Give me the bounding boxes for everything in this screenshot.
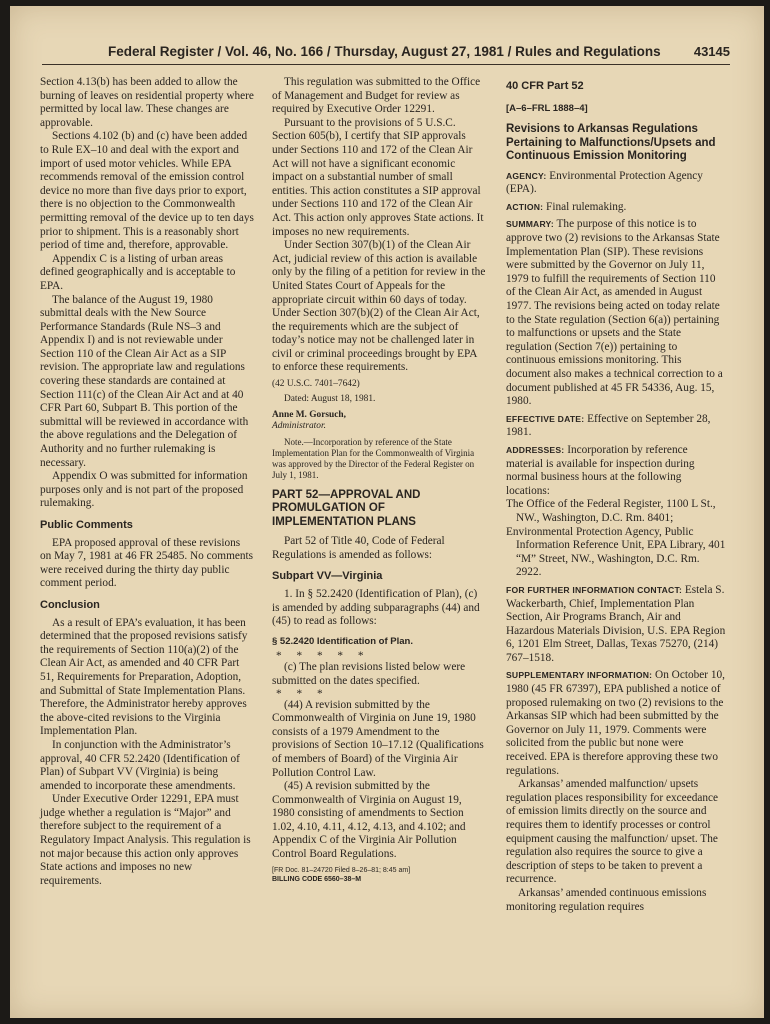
subpart-heading: Subpart VV—Virginia [272, 570, 383, 583]
action-line [506, 201, 726, 215]
paragraph: (c) The plan revisions listed below were submitted on the dates specified. [272, 661, 466, 687]
incorporation-note: Note.—Incorporation by reference of the State Implementation Plan for the Commonwealth of Virginia was approved by the Director of the Federal Register on July 1, 1981. [272, 436, 475, 480]
billing-code: BILLING CODE 6560–38–M [272, 875, 362, 883]
paragraph: Arkansas’ amended malfunction/ upsets regulation places responsibility for exceedance of emission limits directly on the source and requires them to identify processes or control equipment causing the malfunction/ upset. The regulation also requires the source to give a description of steps to be taken to prevent a recurrence. [506, 778, 719, 886]
addresses-label: ADDRESSES: [506, 444, 565, 455]
agency-line [506, 170, 726, 197]
addresses-text: Incorporation by reference material is available for inspection during normal business hours at the following locations: [506, 443, 695, 497]
column-right [506, 76, 726, 914]
supplementary-label: SUPPLEMENTARY INFORMATION: [506, 670, 653, 681]
action-value: Final rulemaking. [546, 200, 627, 213]
paragraph: Pursuant to the provisions of 5 U.S.C. Section 605(b), I certify that SIP approvals under Sections 110 and 172 of the Clean Air Act will not have a significant economic impact on a substantial number of small entities. This action constitutes a SIP approval under Sections 110 and 172 of the Clean Air Act. This action only approves State actions. It imposes no new requirements. [272, 116, 484, 238]
column-middle [272, 76, 486, 884]
paragraph: Appendix O was submitted for information purposes only and is not part of the proposed rulemaking. [40, 470, 248, 510]
section-heading: § 52.2420 Identification of Plan. [272, 635, 413, 647]
paragraph: EPA proposed approval of these revisions on May 7, 1981 at 46 FR 25485. No comments were received during the thirty day public comment period. [40, 536, 254, 590]
paragraph: This regulation was submitted to the Office of Management and Budget for review as required by Executive Order 12291. [272, 76, 481, 116]
summary-label: SUMMARY: [506, 219, 554, 230]
page-header [42, 42, 730, 65]
summary-block [506, 218, 726, 408]
authority-citation: (42 U.S.C. 7401–7642) [272, 379, 360, 390]
fr-doc-line: [FR Doc. 81–24720 Filed 8–26–81; 8:45 am] [272, 866, 411, 874]
effective-date-line [506, 413, 726, 440]
asterisk-separator: * * * * * [276, 650, 370, 663]
paragraph: In conjunction with the Administrator’s approval, 40 CFR 52.2420 (Identification of Plan) of Subpart VV (Virginia) is being amended to incorporate these amendments. [40, 738, 240, 792]
paragraph: As a result of EPA’s evaluation, it has been determined that the proposed revisions satisfy the requirements of Section 110(a)(2) of the Clean Air Act, as amended and 40 CFR Part 51, Requirements for Preparation, Adoption, and Submittal of State Implementation Plans. Therefore, the Administrator hereby approves the above-cited revisions to the Virginia Implementation Plan. [40, 616, 248, 738]
paragraph: Part 52 of Title 40, Code of Federal Regulations is amended as follows: [272, 535, 445, 561]
agency-label: AGENCY: [506, 170, 547, 181]
document-title: Revisions to Arkansas Regulations Pertaining to Malfunctions/Upsets and Continuous Emission Monitoring [506, 123, 716, 163]
supplementary-block [506, 669, 726, 778]
section-heading-conclusion: Conclusion [40, 598, 100, 611]
paragraph: Appendix C is a listing of urban areas defined geographically and is acceptable to EPA. [40, 252, 236, 292]
addresses-block [506, 444, 726, 498]
paragraph: (44) A revision submitted by the Commonwealth of Virginia on June 19, 1980 consists of a 1979 Amendment to the provisions of Section 10–17.12 (Qualifications of members of Board) of the Virginia Air Pollution Control Law. [272, 698, 484, 779]
contact-label: FOR FURTHER INFORMATION CONTACT: [506, 584, 683, 595]
supplementary-text: On October 10, 1980 (45 FR 67397), EPA published a notice of proposed rulemaking on two (2) revisions to the Arkansas SIP which had been submitted by the Governor on July 11, 1979. Comments were solicited from the public but none were received. EPA is therefore approving these two regulations. [506, 669, 725, 777]
address-item: The Office of the Federal Register, 1100 L St., NW., Washington, D.C. Rm. 8401; [506, 498, 716, 524]
signer-name: Anne M. Gorsuch, [272, 409, 346, 420]
paragraph: Arkansas’ amended continuous emissions monitoring regulation requires [506, 886, 707, 913]
paragraph: Under Executive Order 12291, EPA must judge whether a regulation is “Major” and therefore subject to the requirement of a Regulatory Impact Analysis. This regulation is not major because this action only approves State actions and imposes no new requirements. [40, 793, 251, 887]
address-item: Environmental Protection Agency, Public Information Reference Unit, EPA Library, 401 “M” Street, NW., Washington, D.C. Rm. 2922. [506, 525, 726, 579]
column-left [40, 76, 254, 888]
summary-text: The purpose of this notice is to approve two (2) revisions to the Arkansas State Implementation Plan (SIP). These revisions were submitted by the Governor on July 11, 1979 to fulfill the requirements of Section 110 of the Clean Air Act, as amended in August 1977. The revisions being acted on today relate to the State regulation (Section 6(a)) pertaining to malfunctions or upsets and the State regulation (Section 7(e)) pertaining to continuous emissions monitoring. This document also makes a technical correction to a document published at 45 FR 54336, Aug. 15, 1980. [506, 218, 723, 408]
paragraph: (45) A revision submitted by the Commonwealth of Virginia on August 19, 1980 consisting of amendments to Section 1.02, 4.10, 4.11, 4.12, 4.13, and 4.102; and Appendix C of the Virginia Air Pollution Control Board Regulations. [272, 780, 466, 861]
frl-number: [A–6–FRL 1888–4] [506, 102, 588, 114]
paragraph: Sections 4.102 (b) and (c) have been added to Rule EX–10 and deal with the export and import of used motor vehicles. While EPA recommends removal of the emission control device no more than five days prior to export, there is no objection to the Commonwealth permitting removal of the device up to ten days prior to shipment. This is a reasonably short period of time and, therefore, approvable. [40, 130, 254, 252]
contact-text: Estela S. Wackerbarth, Chief, Implementation Plan Section, Air Programs Branch, Air and Hazardous Materials Division, U.S. EPA Region 6, 1201 Elm Street, Dallas, Texas 75270, (214) 767–1518. [506, 583, 726, 664]
amendment-instruction: 1. In § 52.2420 (Identification of Plan), (c) is amended by adding subparagraphs (44) and (45) to read as follows: [272, 587, 480, 628]
dated-line: Dated: August 18, 1981. [284, 394, 376, 405]
cfr-part: 40 CFR Part 52 [506, 80, 584, 92]
section-heading-public-comments: Public Comments [40, 519, 133, 531]
action-label: ACTION: [506, 201, 544, 212]
effective-date-value: Effective on September 28, 1981. [506, 412, 711, 439]
page-number: 43145 [693, 44, 730, 59]
contact-block [506, 584, 726, 666]
agency-value: Environmental Protection Agency (EPA). [506, 169, 703, 196]
asterisk-separator: * * * [276, 687, 329, 700]
part-heading: PART 52—APPROVAL AND PROMULGATION OF IMPLEMENTATION PLANS [272, 488, 421, 528]
effective-date-label: EFFECTIVE DATE: [506, 413, 585, 424]
paragraph: Section 4.13(b) has been added to allow the burning of leaves on residential property where permitted by local law. These changes are approvable. [40, 76, 254, 129]
paragraph: Under Section 307(b)(1) of the Clean Air Act, judicial review of this action is available only by the filing of a petition for review in the United States Court of Appeals for the appropriate circuit within 60 days of today. Under Section 307(b)(2) of the Clean Air Act, the requirements which are the subject of today’s notice may not be challenged later in civil or criminal proceedings brought by EPA to enforce these requirements. [272, 239, 486, 374]
signer-title: Administrator. [272, 421, 326, 432]
paragraph: The balance of the August 19, 1980 submittal deals with the New Source Performance Standards (Rule NS–3 and Appendix I) and is not reviewable under Section 110 of the Clean Air Act as a SIP revision. The appropriate law and regulations covering these standards are contained at Section 111(c) of the Clean Air Act and at 40 CFR Part 60, Subpart B. This portion of the submittal will be reviewed in accordance with the above regulations and the Delegation of Authority and no further rulemaking is necessary. [40, 293, 249, 469]
running-header: Federal Register / Vol. 46, No. 166 / Thursday, August 27, 1981 / Rules and Regulations [108, 44, 661, 59]
document-page [10, 6, 764, 1018]
